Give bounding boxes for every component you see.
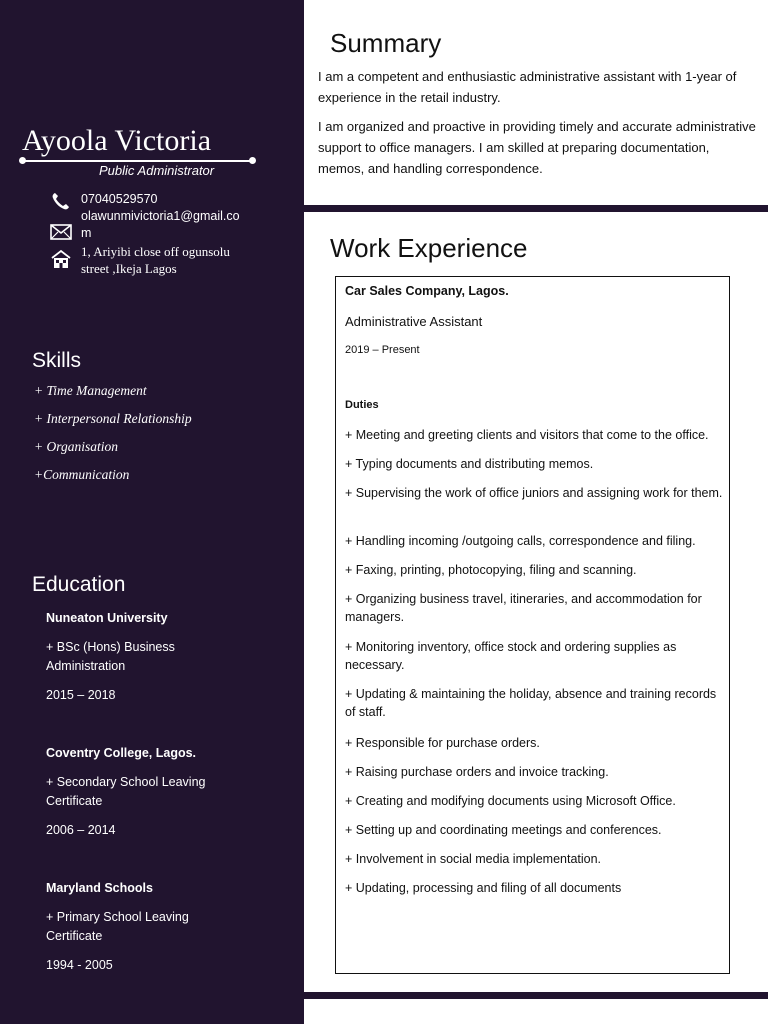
education-years: 2015 – 2018 — [46, 688, 116, 702]
duty-item: + Updating & maintaining the holiday, absence and training records of staff. — [345, 687, 717, 719]
duty-item: + Faxing, printing, photocopying, filing and scanning. — [345, 563, 637, 577]
job-title: Administrative Assistant — [345, 314, 483, 329]
phone-number: 07040529570 — [81, 192, 158, 206]
education-heading: Education — [32, 573, 126, 596]
duty-item: + Organizing business travel, itineraries, and accommodation for managers. — [345, 592, 702, 624]
summary-paragraph: I am organized and proactive in providing timely and accurate administrative support to office managers. I am skilled at preparing documentation, memos, and handling correspondence. — [318, 119, 756, 176]
duty-item: + Raising purchase orders and invoice tracking. — [345, 765, 609, 779]
skills-heading: Skills — [32, 349, 82, 372]
name-underline — [24, 160, 252, 162]
education-qualification: + Primary School Leaving — [46, 910, 189, 924]
summary-heading: Summary — [330, 28, 442, 58]
duty-item: + Creating and modifying documents using Microsoft Office. — [345, 794, 676, 808]
candidate-role: Public Administrator — [99, 163, 215, 178]
education-school: Nuneaton University — [46, 611, 168, 625]
company-name: Car Sales Company, Lagos. — [345, 284, 509, 298]
mail-icon — [50, 223, 72, 241]
skill-item: +Communication — [34, 467, 130, 482]
underline-dot-right — [249, 157, 256, 164]
education-school: Maryland Schools — [46, 881, 153, 895]
skill-item: + Organisation — [34, 439, 118, 454]
duties-label: Duties — [345, 399, 379, 411]
duty-item: + Monitoring inventory, office stock and ordering supplies as necessary. — [345, 640, 677, 672]
education-qualification: Certificate — [46, 929, 103, 943]
candidate-name: Ayoola Victoria — [22, 124, 212, 157]
duty-item: + Involvement in social media implementation. — [345, 852, 602, 866]
email-line-1: olawunmivictoria1@gmail.co — [81, 209, 240, 223]
email-line-2: m — [81, 226, 92, 240]
duty-item: + Handling incoming /outgoing calls, correspondence and filing. — [345, 534, 696, 548]
education-years: 2006 – 2014 — [46, 823, 116, 837]
education-qualification: + BSc (Hons) Business — [46, 640, 175, 654]
work-experience-heading: Work Experience — [330, 233, 528, 263]
education-qualification: + Secondary School Leaving — [46, 775, 206, 789]
bottom-divider — [304, 992, 768, 999]
underline-dot-left — [19, 157, 26, 164]
education-qualification: Certificate — [46, 794, 103, 808]
duty-item: + Supervising the work of office juniors and assigning work for them. — [345, 486, 723, 500]
education-school: Coventry College, Lagos. — [46, 746, 197, 760]
home-icon — [50, 249, 72, 269]
skill-item: + Time Management — [34, 383, 147, 398]
duty-item: + Responsible for purchase orders. — [345, 736, 540, 750]
skill-item: + Interpersonal Relationship — [34, 411, 192, 426]
duty-item: + Meeting and greeting clients and visitors that come to the office. — [345, 428, 709, 442]
phone-icon — [50, 192, 72, 210]
education-years: 1994 - 2005 — [46, 958, 113, 972]
education-qualification: Administration — [46, 659, 126, 673]
address-line-2: street ,Ikeja Lagos — [81, 261, 177, 276]
duty-item: + Setting up and coordinating meetings and conferences. — [345, 823, 662, 837]
sidebar — [0, 0, 304, 1024]
section-divider — [304, 205, 768, 212]
address-line-1: 1, Ariyibi close off ogunsolu — [81, 244, 230, 259]
duty-item: + Typing documents and distributing memos. — [345, 457, 594, 471]
summary-paragraph: I am a competent and enthusiastic administrative assistant with 1-year of experience in the retail industry. — [318, 69, 737, 105]
job-dates: 2019 – Present — [345, 344, 420, 356]
duty-item: + Updating, processing and filing of all documents — [345, 881, 622, 895]
